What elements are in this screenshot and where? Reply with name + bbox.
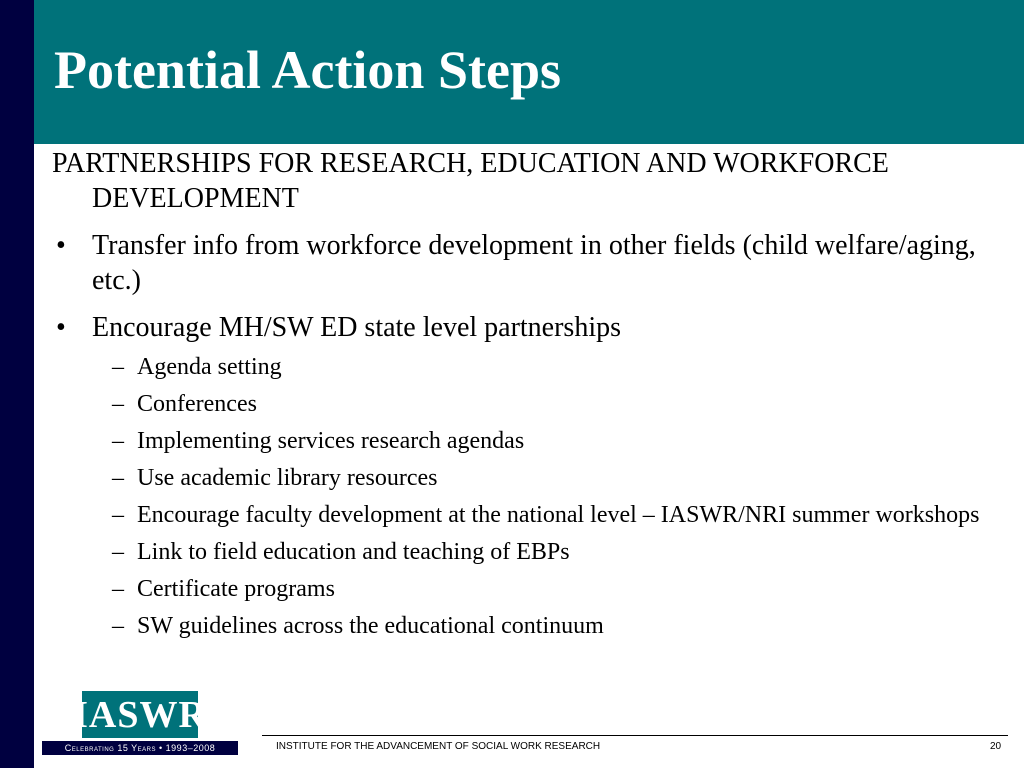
- sub-bullet-marker: –: [112, 391, 124, 417]
- bullet-list: [52, 228, 992, 641]
- bullet-text: Transfer info from workforce development in other fields (child welfare/aging, etc.): [92, 230, 976, 296]
- sub-bullet-list: [92, 352, 992, 641]
- sub-bullet-item: [92, 426, 992, 456]
- sub-bullet-text: Agenda setting: [137, 354, 282, 380]
- section-heading: PARTNERSHIPS FOR RESEARCH, EDUCATION AND WORKFORCE DEVELOPMENT: [52, 148, 889, 214]
- bullet-marker: •: [56, 230, 66, 261]
- sub-bullet-marker: –: [112, 502, 124, 528]
- iaswr-logo: [73, 691, 207, 738]
- logo-text: IASWR: [73, 693, 207, 736]
- sub-bullet-marker: –: [112, 613, 124, 639]
- sub-bullet-item: [92, 352, 992, 382]
- sub-bullet-text: SW guidelines across the educational continuum: [137, 613, 604, 639]
- sub-bullet-item: [92, 500, 992, 530]
- bullet-text: Encourage MH/SW ED state level partnerships: [92, 312, 622, 343]
- anniversary-tagline: Celebrating 15 Years • 1993–2008: [42, 741, 238, 755]
- page-number: 20: [990, 741, 1002, 752]
- sub-bullet-text: Certificate programs: [137, 576, 335, 602]
- sub-bullet-marker: –: [112, 576, 124, 602]
- bullet-item: [52, 228, 992, 298]
- slide-content: [52, 146, 992, 641]
- footer-organization: INSTITUTE FOR THE ADVANCEMENT OF SOCIAL WORK RESEARCH: [276, 741, 601, 752]
- sub-bullet-item: [92, 537, 992, 567]
- sub-bullet-text: Implementing services research agendas: [137, 428, 525, 454]
- sub-bullet-marker: –: [112, 354, 124, 380]
- sub-bullet-item: [92, 574, 992, 604]
- sub-bullet-text: Conferences: [137, 391, 257, 417]
- footer-divider: [262, 735, 1008, 736]
- sub-bullet-text: Link to field education and teaching of EBPs: [137, 539, 570, 565]
- sub-bullet-text: Use academic library resources: [137, 465, 438, 491]
- left-accent-bar: [0, 0, 34, 768]
- sub-bullet-item: [92, 611, 992, 641]
- sub-bullet-marker: –: [112, 428, 124, 454]
- sub-bullet-marker: –: [112, 539, 124, 565]
- slide-title: Potential Action Steps: [54, 40, 561, 100]
- sub-bullet-item: [92, 463, 992, 493]
- bullet-marker: •: [56, 312, 66, 343]
- sub-bullet-marker: –: [112, 465, 124, 491]
- sub-bullet-item: [92, 389, 992, 419]
- sub-bullet-text: Encourage faculty development at the national level – IASWR/NRI summer workshops: [137, 502, 980, 528]
- bullet-item: [52, 310, 992, 641]
